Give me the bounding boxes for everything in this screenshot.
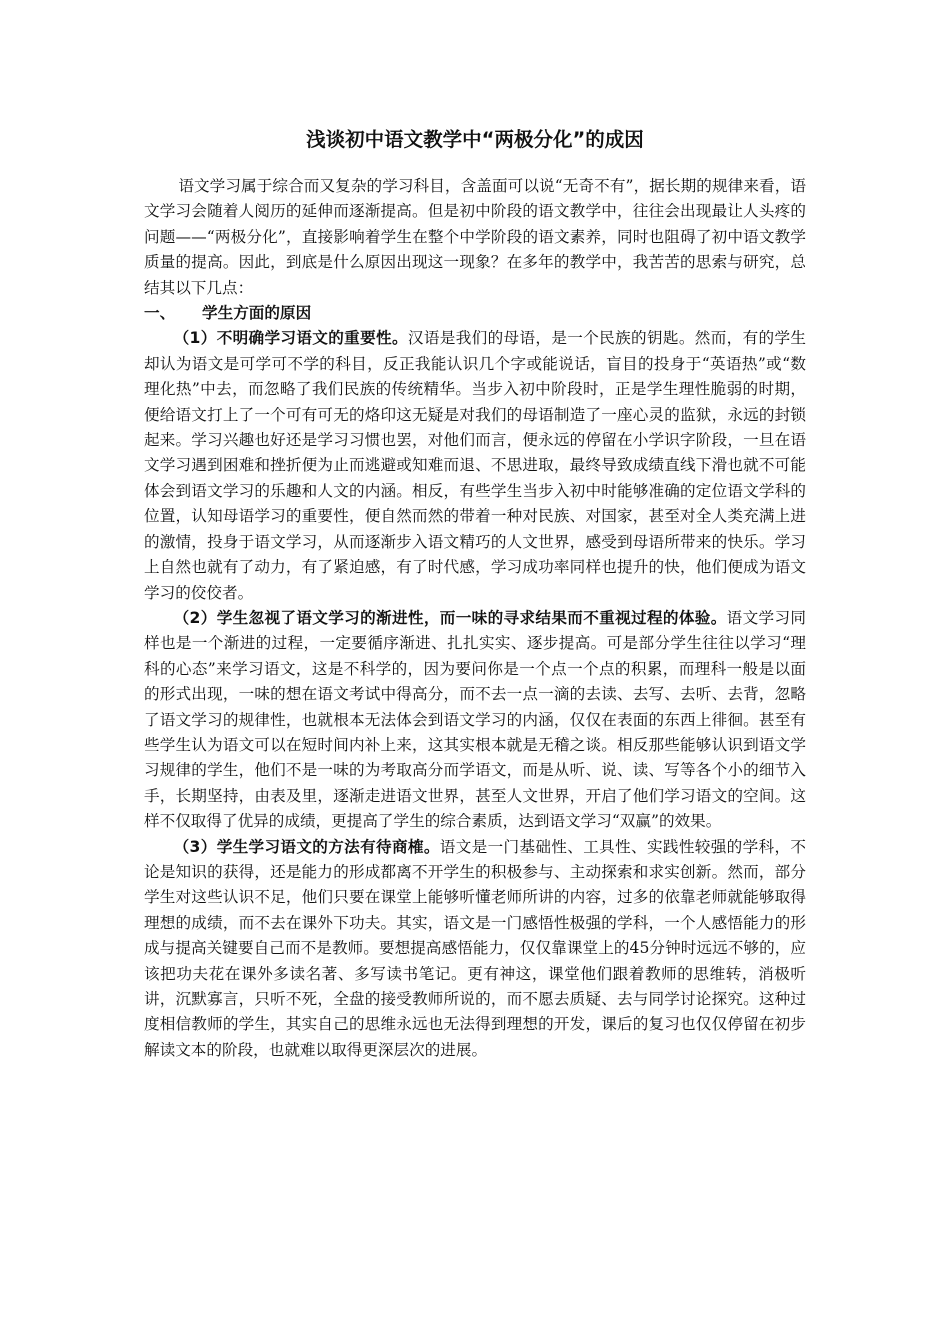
section-number: 一、	[144, 304, 176, 323]
point-1-body: 汉语是我们的母语，是一个民族的钥匙。然而，有的学生却认为语文是可学可不学的科目，反正我能认识几个字或能说话，盲目的投身于“英语热”或“数理化热”中去，而忽略了我们民族的传统精华。当步入初中阶段时，正是学生理性脆弱的时期，便给语文打上了一个可有可无的烙印这无疑是对我们的母语制造了一座心灵的监狱，永远的封锁起来。学习兴趣也好还是学习习惯也罢，对他们而言，便永远的停留在小学识字阶段，一旦在语文学习遇到困难和挫折便为止而逃避或知难而退、不思进取，最终导致成绩直线下滑也就不可能体会到语文学习的乐趣和人文的内涵。相反，有些学生当步入初中时能够准确的定位语文学科的位置，认知母语学习的重要性，便自然而然的带着一种对民族、对国家，甚至对全人类充满上进的激情，投身于语文学习，从而逐渐步入语文精巧的人文世界，感受到母语所带来的快乐。学习上自然也就有了动力，有了紧迫感，有了时代感，学习成功率同样也提升的快，他们便成为语文学习的佼佼者。	[144, 329, 806, 602]
point-3-body: 语文是一门基础性、工具性、实践性较强的学科，不论是知识的获得，还是能力的形成都离不开学生的积极参与、主动探索和求实创新。然而，部分学生对这些认识不足，他们只要在课堂上能够听懂老师所讲的内容，过多的依靠老师就能够取得理想的成绩，而不去在课外下功夫。其实，语文是一门感悟性极强的学科，一个人感悟能力的形成与提高关键要自己而不是教师。要想提高感悟能力，仅仅靠课堂上的45分钟时远远不够的，应该把功夫花在课外多读名著、多写读书笔记。更有神这，课堂他们跟着教师的思维转，消极听讲，沉默寡言，只听不死，全盘的接受教师所说的，而不愿去质疑、去与同学讨论探究。这种过度相信教师的学生，其实自己的思维永远也无法得到理想的开发，课后的复习也仅仅停留在初步解读文本的阶段，也就难以取得更深层次的进展。	[144, 837, 806, 1059]
section-heading	[144, 301, 806, 326]
point-2-body: 语文学习同样也是一个渐进的过程，一定要循序渐进、扎扎实实、逐步提高。可是部分学生往往以学习“理科的心态”来学习语文，这是不科学的，因为要问你是一个点一个点的积累，而理科一般是以面的形式出现，一味的想在语文考试中得高分，而不去一点一滴的去读、去写、去听、去背，忽略了语文学习的规律性，也就根本无法体会到语文学习的内涵，仅仅在表面的东西上徘徊。甚至有些学生认为语文可以在短时间内补上来，这其实根本就是无稽之谈。相反那些能够认识到语文学习规律的学生，他们不是一味的为考取高分而学语文，而是从听、说、读、写等各个小的细节入手，长期坚持，由表及里，逐渐走进语文世界，甚至人文世界，开启了他们学习语文的空间。这样不仅取得了优异的成绩，更提高了学生的综合素质，达到语文学习“双赢”的效果。	[144, 608, 806, 831]
document-title: 浅谈初中语文教学中“两极分化”的成因	[306, 128, 644, 151]
intro-paragraph: 语文学习属于综合而又复杂的学习科目，含盖面可以说“无奇不有”，据长期的规律来看，语文学习会随着人阅历的延伸而逐渐提高。但是初中阶段的语文教学中，往往会出现最让人头疼的问题——“两极分化”，直接影响着学生在整个中学阶段的语文素养，同时也阻碍了初中语文教学质量的提高。因此，到底是什么原因出现这一现象？在多年的教学中，我苦苦的思索与研究，总结其以下几点：	[144, 177, 806, 297]
point-1-paragraph	[144, 326, 806, 605]
point-3-lead: （3）学生学习语文的方法有待商榷。	[173, 837, 440, 856]
document-page	[144, 112, 806, 1063]
point-2-lead: （2）学生忽视了语文学习的渐进性，而一味的寻求结果而不重视过程的体验。	[173, 608, 727, 627]
point-2-paragraph	[144, 606, 806, 835]
point-1-lead: （1）不明确学习语文的重要性。	[173, 329, 408, 348]
point-3-paragraph	[144, 835, 806, 1064]
section-title: 学生方面的原因	[202, 304, 312, 323]
